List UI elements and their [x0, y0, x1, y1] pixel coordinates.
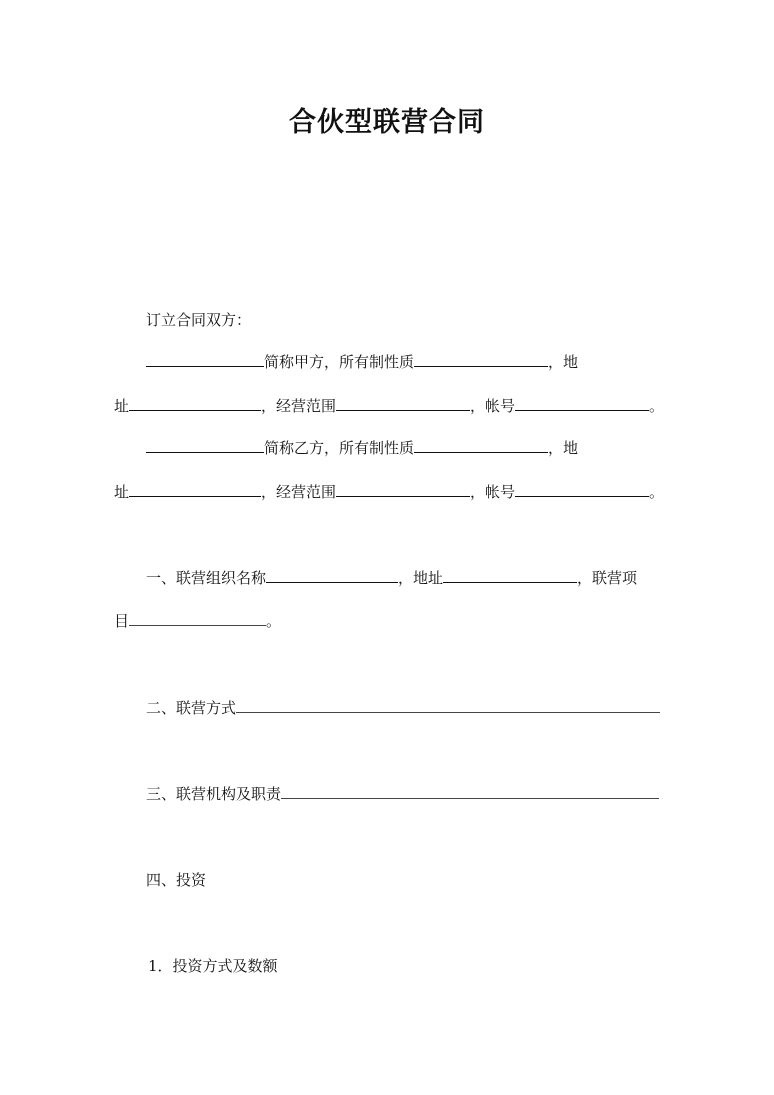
party-a-scope-blank[interactable] — [336, 395, 470, 411]
section-3-label: 三、联营机构及职责 — [146, 785, 282, 803]
party-a-ownership-blank[interactable] — [414, 351, 548, 367]
party-a-abbr-text: 简称甲方，所有制性质 — [264, 353, 415, 371]
party-a-scope-label: ，经营范围 — [261, 397, 337, 415]
section-2-label: 二、联营方式 — [146, 699, 237, 717]
section-1-label: 一、联营组织名称 — [146, 569, 267, 587]
section-1-address-label: ，地址 — [398, 569, 444, 587]
party-a-account-blank[interactable] — [515, 395, 649, 411]
party-a-address-blank[interactable] — [129, 395, 261, 411]
party-b-account-blank[interactable] — [515, 481, 649, 497]
party-b-address-blank[interactable] — [129, 481, 261, 497]
party-b-line-1 — [146, 437, 578, 459]
parties-intro: 订立合同双方： — [146, 311, 252, 329]
party-b-end-mark: 。 — [649, 483, 665, 501]
section-1-project-label: ，联营项 — [577, 569, 638, 587]
party-b-address-head: 址 — [114, 483, 130, 501]
party-b-address-tail: ，地 — [548, 439, 579, 457]
party-a-line-2 — [114, 395, 664, 417]
joint-project-blank[interactable] — [129, 610, 266, 626]
joint-org-address-blank[interactable] — [443, 567, 577, 583]
party-a-end-mark: 。 — [649, 397, 665, 415]
party-a-line-1 — [146, 351, 578, 373]
section-1-line-2 — [114, 610, 281, 632]
party-a-address-tail: ，地 — [548, 353, 579, 371]
party-a-name-blank[interactable] — [146, 351, 264, 367]
section-1-project-tail: 目 — [114, 612, 130, 630]
section-1-line-1 — [146, 567, 637, 589]
party-b-account-label: ，帐号 — [470, 483, 516, 501]
party-b-abbr-text: 简称乙方，所有制性质 — [264, 439, 415, 457]
joint-method-blank[interactable] — [236, 697, 660, 713]
section-4-heading: 四、投资 — [146, 871, 207, 889]
section-2-line — [146, 697, 660, 719]
party-b-scope-blank[interactable] — [336, 481, 470, 497]
party-a-address-head: 址 — [114, 397, 130, 415]
document-title: 合伙型联营合同 — [289, 107, 485, 138]
section-3-line — [146, 783, 659, 805]
party-b-name-blank[interactable] — [146, 437, 264, 453]
joint-org-name-blank[interactable] — [266, 567, 398, 583]
party-b-ownership-blank[interactable] — [414, 437, 548, 453]
party-b-scope-label: ，经营范围 — [261, 483, 337, 501]
section-1-end-mark: 。 — [266, 612, 282, 630]
party-b-line-2 — [114, 481, 664, 503]
joint-body-duties-blank[interactable] — [281, 783, 659, 799]
party-a-account-label: ，帐号 — [470, 397, 516, 415]
item-1-heading: 1．投资方式及数额 — [148, 957, 278, 975]
